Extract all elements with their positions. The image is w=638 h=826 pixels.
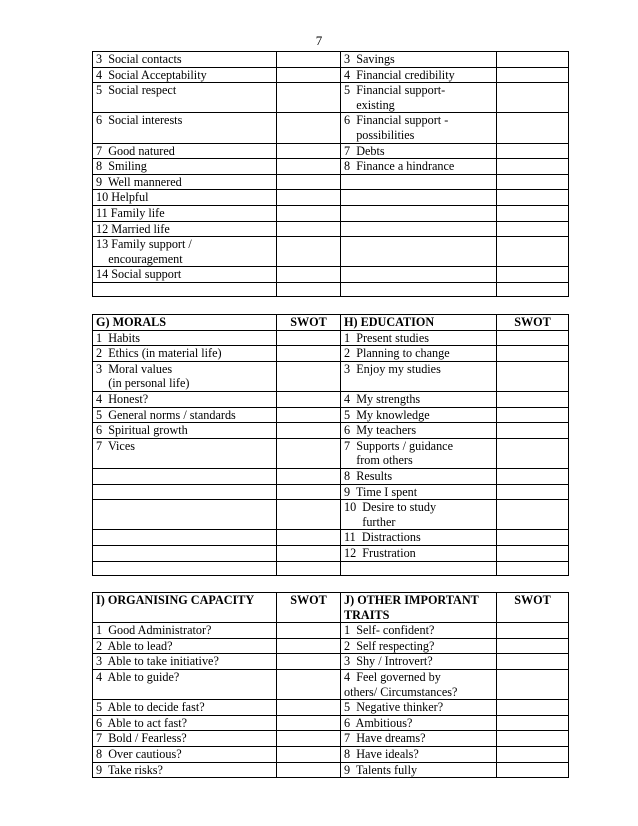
table-row <box>93 159 569 175</box>
table-row <box>93 545 569 561</box>
left-item-cell <box>93 468 277 484</box>
swot-input-cell[interactable] <box>277 346 341 362</box>
right-item-cell: 2 Self respecting? <box>341 638 497 654</box>
table-row <box>93 67 569 83</box>
left-item-cell: 14 Social support <box>93 267 277 283</box>
swot-input-cell[interactable] <box>497 346 569 362</box>
swot-input-cell[interactable] <box>497 282 569 296</box>
table-body <box>93 593 569 778</box>
right-item-cell: 6 Ambitious? <box>341 715 497 731</box>
education-header: H) EDUCATION <box>341 315 497 331</box>
right-item-cell: 5 My knowledge <box>341 407 497 423</box>
table-row <box>93 205 569 221</box>
right-item-cell: 6 Financial support - possibilities <box>341 113 497 143</box>
left-item-cell: 5 General norms / standards <box>93 407 277 423</box>
left-item-cell: 6 Able to act fast? <box>93 715 277 731</box>
table-row <box>93 174 569 190</box>
table-row <box>93 407 569 423</box>
swot-input-cell[interactable] <box>277 746 341 762</box>
swot-input-cell[interactable] <box>277 623 341 639</box>
swot-input-cell[interactable] <box>277 361 341 391</box>
swot-input-cell[interactable] <box>277 67 341 83</box>
table-header-row <box>93 593 569 623</box>
right-item-cell <box>341 237 497 267</box>
left-item-cell: 9 Well mannered <box>93 174 277 190</box>
table-row <box>93 221 569 237</box>
table-row <box>93 346 569 362</box>
table-row <box>93 361 569 391</box>
swot-input-cell[interactable] <box>497 143 569 159</box>
table-row <box>93 438 569 468</box>
table-row <box>93 83 569 113</box>
swot-input-cell[interactable] <box>497 190 569 206</box>
swot-input-cell[interactable] <box>497 561 569 575</box>
left-item-cell: 2 Able to lead? <box>93 638 277 654</box>
right-item-cell: 9 Talents fully <box>341 762 497 778</box>
left-item-cell <box>93 530 277 546</box>
swot-input-cell[interactable] <box>277 484 341 500</box>
right-item-cell <box>341 561 497 575</box>
table-row <box>93 638 569 654</box>
left-item-cell <box>93 282 277 296</box>
right-item-cell: 7 Debts <box>341 143 497 159</box>
right-item-cell <box>341 267 497 283</box>
swot-input-cell[interactable] <box>497 715 569 731</box>
swot-input-cell[interactable] <box>277 700 341 716</box>
table-row <box>93 561 569 575</box>
left-item-cell: 4 Able to guide? <box>93 669 277 699</box>
right-item-cell: 1 Present studies <box>341 330 497 346</box>
swot-input-cell[interactable] <box>497 669 569 699</box>
left-item-cell: 8 Smiling <box>93 159 277 175</box>
table-row <box>93 731 569 747</box>
left-item-cell: 3 Able to take initiative? <box>93 654 277 670</box>
left-item-cell: 10 Helpful <box>93 190 277 206</box>
right-item-cell <box>341 190 497 206</box>
right-item-cell: 3 Enjoy my studies <box>341 361 497 391</box>
table-row <box>93 143 569 159</box>
right-item-cell: 3 Savings <box>341 52 497 68</box>
left-item-cell: 8 Over cautious? <box>93 746 277 762</box>
swot-input-cell[interactable] <box>277 113 341 143</box>
right-item-cell: 4 Feel governed by others/ Circumstances? <box>341 669 497 699</box>
swot-input-cell[interactable] <box>497 267 569 283</box>
swot-input-cell[interactable] <box>277 438 341 468</box>
table-row <box>93 282 569 296</box>
left-item-cell: 5 Social respect <box>93 83 277 113</box>
swot-input-cell[interactable] <box>497 361 569 391</box>
right-item-cell: 7 Have dreams? <box>341 731 497 747</box>
right-item-cell: 3 Shy / Introvert? <box>341 654 497 670</box>
left-item-cell: 7 Bold / Fearless? <box>93 731 277 747</box>
right-item-cell: 8 Have ideals? <box>341 746 497 762</box>
left-item-cell: 2 Ethics (in material life) <box>93 346 277 362</box>
swot-input-cell[interactable] <box>497 700 569 716</box>
left-item-cell: 9 Take risks? <box>93 762 277 778</box>
right-item-cell: 4 Financial credibility <box>341 67 497 83</box>
swot-input-cell[interactable] <box>497 654 569 670</box>
swot-input-cell[interactable] <box>497 500 569 530</box>
swot-input-cell[interactable] <box>277 267 341 283</box>
table-row <box>93 746 569 762</box>
right-item-cell: 12 Frustration <box>341 545 497 561</box>
table-row <box>93 113 569 143</box>
swot-input-cell[interactable] <box>277 530 341 546</box>
left-item-cell <box>93 545 277 561</box>
swot-input-cell[interactable] <box>497 762 569 778</box>
left-item-cell: 6 Spiritual growth <box>93 423 277 439</box>
organising-traits-table <box>92 592 569 778</box>
right-item-cell: 4 My strengths <box>341 391 497 407</box>
swot-input-cell[interactable] <box>277 638 341 654</box>
swot-input-cell[interactable] <box>497 623 569 639</box>
swot-input-cell[interactable] <box>277 205 341 221</box>
swot-header: SWOT <box>277 593 341 623</box>
left-item-cell: 12 Married life <box>93 221 277 237</box>
swot-input-cell[interactable] <box>497 638 569 654</box>
left-item-cell: 3 Moral values (in personal life) <box>93 361 277 391</box>
left-item-cell <box>93 500 277 530</box>
left-item-cell: 6 Social interests <box>93 113 277 143</box>
table-row <box>93 484 569 500</box>
swot-input-cell[interactable] <box>497 83 569 113</box>
right-item-cell <box>341 282 497 296</box>
swot-input-cell[interactable] <box>277 221 341 237</box>
morals-education-table <box>92 314 569 576</box>
swot-input-cell[interactable] <box>277 174 341 190</box>
left-item-cell: 13 Family support / encouragement <box>93 237 277 267</box>
swot-input-cell[interactable] <box>497 52 569 68</box>
swot-input-cell[interactable] <box>277 500 341 530</box>
swot-input-cell[interactable] <box>497 221 569 237</box>
swot-input-cell[interactable] <box>277 669 341 699</box>
left-item-cell: 4 Honest? <box>93 391 277 407</box>
swot-input-cell[interactable] <box>497 67 569 83</box>
right-item-cell: 1 Self- confident? <box>341 623 497 639</box>
table-header-row <box>93 315 569 331</box>
right-item-cell <box>341 174 497 190</box>
swot-input-cell[interactable] <box>497 484 569 500</box>
swot-input-cell[interactable] <box>497 205 569 221</box>
left-item-cell: 1 Good Administrator? <box>93 623 277 639</box>
right-item-cell: 5 Negative thinker? <box>341 700 497 716</box>
other-traits-header: J) OTHER IMPORTANT TRAITS <box>341 593 497 623</box>
right-item-cell: 5 Financial support- existing <box>341 83 497 113</box>
swot-input-cell[interactable] <box>497 423 569 439</box>
swot-header: SWOT <box>277 315 341 331</box>
swot-header: SWOT <box>497 315 569 331</box>
table-row <box>93 700 569 716</box>
swot-input-cell[interactable] <box>277 423 341 439</box>
table-row <box>93 715 569 731</box>
social-finance-table <box>92 51 569 297</box>
table-row <box>93 52 569 68</box>
left-item-cell: 1 Habits <box>93 330 277 346</box>
table-row <box>93 669 569 699</box>
swot-input-cell[interactable] <box>277 762 341 778</box>
swot-input-cell[interactable] <box>497 391 569 407</box>
swot-input-cell[interactable] <box>277 237 341 267</box>
swot-input-cell[interactable] <box>497 174 569 190</box>
swot-input-cell[interactable] <box>277 715 341 731</box>
swot-input-cell[interactable] <box>277 561 341 575</box>
swot-input-cell[interactable] <box>277 282 341 296</box>
table-row <box>93 654 569 670</box>
page-number: 7 <box>315 33 323 48</box>
swot-input-cell[interactable] <box>277 330 341 346</box>
swot-input-cell[interactable] <box>497 530 569 546</box>
swot-input-cell[interactable] <box>277 52 341 68</box>
left-item-cell: 7 Good natured <box>93 143 277 159</box>
table-body <box>93 52 569 297</box>
table-row <box>93 237 569 267</box>
left-item-cell <box>93 484 277 500</box>
swot-input-cell[interactable] <box>497 468 569 484</box>
right-item-cell <box>341 205 497 221</box>
swot-input-cell[interactable] <box>277 407 341 423</box>
right-item-cell: 9 Time I spent <box>341 484 497 500</box>
swot-input-cell[interactable] <box>497 731 569 747</box>
left-item-cell: 4 Social Acceptability <box>93 67 277 83</box>
left-item-cell: 11 Family life <box>93 205 277 221</box>
table-row <box>93 468 569 484</box>
table-row <box>93 330 569 346</box>
morals-header: G) MORALS <box>93 315 277 331</box>
swot-input-cell[interactable] <box>497 113 569 143</box>
swot-input-cell[interactable] <box>497 438 569 468</box>
right-item-cell: 10 Desire to study further <box>341 500 497 530</box>
table-row <box>93 267 569 283</box>
right-item-cell: 6 My teachers <box>341 423 497 439</box>
right-item-cell <box>341 221 497 237</box>
swot-input-cell[interactable] <box>277 654 341 670</box>
swot-input-cell[interactable] <box>277 545 341 561</box>
swot-input-cell[interactable] <box>277 190 341 206</box>
table-row <box>93 391 569 407</box>
swot-header: SWOT <box>497 593 569 623</box>
right-item-cell: 8 Finance a hindrance <box>341 159 497 175</box>
swot-input-cell[interactable] <box>277 83 341 113</box>
table-row <box>93 530 569 546</box>
right-item-cell: 11 Distractions <box>341 530 497 546</box>
table-row <box>93 623 569 639</box>
swot-input-cell[interactable] <box>277 731 341 747</box>
swot-input-cell[interactable] <box>277 468 341 484</box>
table-row <box>93 190 569 206</box>
organising-capacity-header: I) ORGANISING CAPACITY <box>93 593 277 623</box>
table-row <box>93 423 569 439</box>
swot-input-cell[interactable] <box>497 545 569 561</box>
swot-input-cell[interactable] <box>497 237 569 267</box>
swot-input-cell[interactable] <box>497 407 569 423</box>
left-item-cell: 7 Vices <box>93 438 277 468</box>
table-body <box>93 315 569 576</box>
left-item-cell <box>93 561 277 575</box>
swot-input-cell[interactable] <box>277 391 341 407</box>
left-item-cell: 3 Social contacts <box>93 52 277 68</box>
right-item-cell: 7 Supports / guidance from others <box>341 438 497 468</box>
swot-input-cell[interactable] <box>497 746 569 762</box>
right-item-cell: 8 Results <box>341 468 497 484</box>
table-row <box>93 500 569 530</box>
left-item-cell: 5 Able to decide fast? <box>93 700 277 716</box>
swot-input-cell[interactable] <box>497 159 569 175</box>
swot-input-cell[interactable] <box>277 159 341 175</box>
swot-input-cell[interactable] <box>277 143 341 159</box>
right-item-cell: 2 Planning to change <box>341 346 497 362</box>
swot-input-cell[interactable] <box>497 330 569 346</box>
table-row <box>93 762 569 778</box>
